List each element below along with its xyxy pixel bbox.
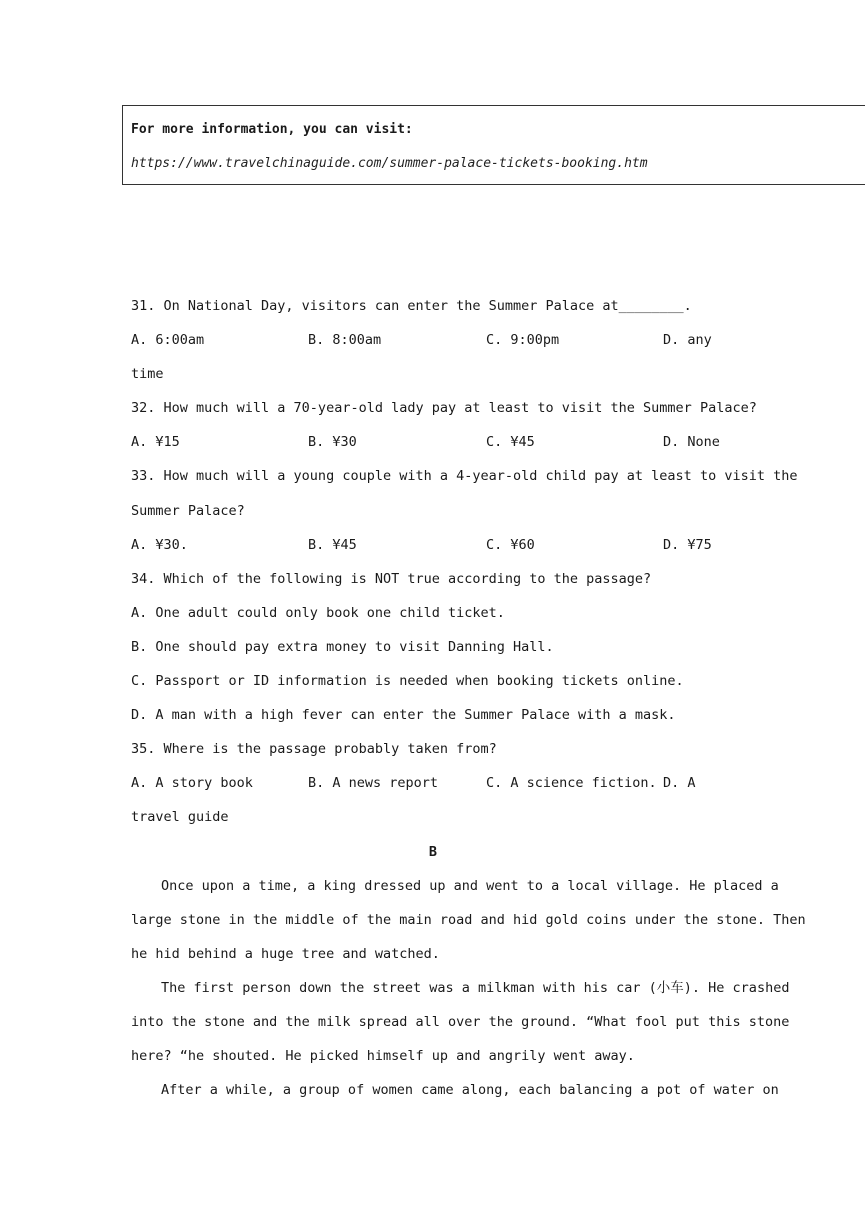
option-d-wrap: time <box>131 366 164 383</box>
passage-line: Once upon a time, a king dressed up and went to a local village. He placed a <box>161 877 779 894</box>
option-b: B. ¥30 <box>308 434 357 451</box>
passage-line: into the stone and the milk spread all over the ground. “What fool put this stone <box>131 1013 790 1030</box>
question-31-stem: 31. On National Day, visitors can enter the Summer Palace at________. <box>131 298 692 314</box>
passage-line: After a while, a group of women came along, each balancing a pot of water on <box>161 1082 779 1099</box>
option-b: B. One should pay extra money to visit Danning Hall. <box>131 638 554 655</box>
question-33-options <box>131 528 735 562</box>
option-d: D. A <box>663 775 696 792</box>
question-35-stem: 35. Where is the passage probably taken from? <box>131 741 497 758</box>
option-c: C. ¥45 <box>486 434 535 451</box>
option-a: A. A story book <box>131 775 253 792</box>
exam-content <box>131 289 806 1107</box>
option-d: D. None <box>663 434 720 451</box>
question-32-options <box>131 425 735 459</box>
question-31-options <box>131 323 735 357</box>
option-a: A. 6:00am <box>131 332 205 349</box>
question-35-options <box>131 766 735 800</box>
info-box-url[interactable]: https://www.travelchinaguide.com/summer-palace-tickets-booking.htm <box>131 156 648 171</box>
passage-line: he hid behind a huge tree and watched. <box>131 945 440 962</box>
option-c: C. 9:00pm <box>486 332 560 349</box>
option-d-wrap: travel guide <box>131 809 229 826</box>
option-d: D. ¥75 <box>663 536 712 553</box>
option-a: A. One adult could only book one child ticket. <box>131 604 505 621</box>
option-d: D. any <box>663 332 712 349</box>
option-b: B. 8:00am <box>308 332 382 349</box>
option-a: A. ¥15 <box>131 434 180 451</box>
section-heading: B <box>428 843 438 860</box>
option-a: A. ¥30. <box>131 536 188 553</box>
passage-line: here? “he shouted. He picked himself up and angrily went away. <box>131 1048 635 1065</box>
option-c: C. A science fiction. <box>486 775 657 792</box>
question-32-stem: 32. How much will a 70-year-old lady pay at least to visit the Summer Palace? <box>131 400 757 417</box>
info-box-title: For more information, you can visit: <box>131 122 413 137</box>
info-box <box>122 105 865 185</box>
question-34-stem: 34. Which of the following is NOT true according to the passage? <box>131 570 652 587</box>
option-b: B. A news report <box>308 775 439 792</box>
passage-line: The first person down the street was a milkman with his car (小车). He crashed <box>161 979 790 996</box>
question-33-stem-wrap: Summer Palace? <box>131 502 245 519</box>
passage-line: large stone in the middle of the main road and hid gold coins under the stone. Then <box>131 911 806 928</box>
option-b: B. ¥45 <box>308 536 357 553</box>
option-c: C. Passport or ID information is needed when booking tickets online. <box>131 673 684 690</box>
option-c: C. ¥60 <box>486 536 535 553</box>
option-d: D. A man with a high fever can enter the Summer Palace with a mask. <box>131 707 676 724</box>
question-33-stem: 33. How much will a young couple with a 4-year-old child pay at least to visit the <box>131 468 798 485</box>
